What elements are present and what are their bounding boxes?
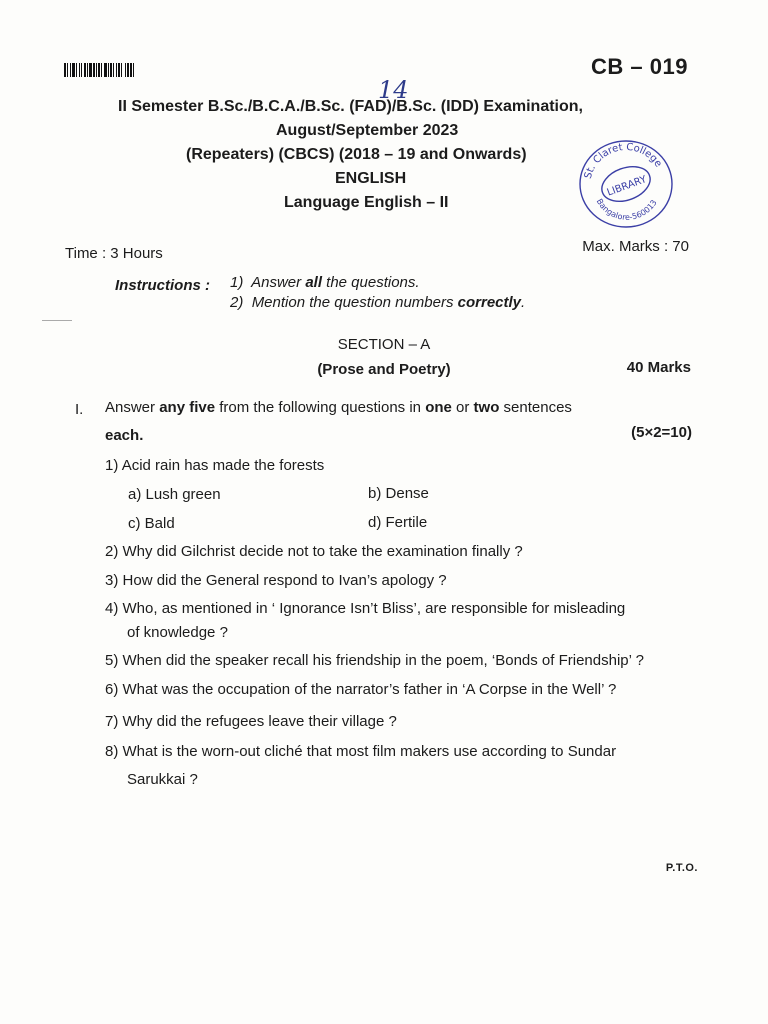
exam-paper: Language English – II <box>284 194 449 211</box>
svg-text:LIBRARY: LIBRARY <box>605 174 649 199</box>
margin-mark <box>42 320 72 321</box>
section-marks: 40 Marks <box>626 359 691 376</box>
sub-question-4: 4) Who, as mentioned in ‘ Ignorance Isn’t Bliss’, are responsible for misleading <box>105 600 626 617</box>
svg-text:Bangalore-560013: Bangalore-560013 <box>594 197 659 222</box>
option-b: b) Dense <box>368 485 429 502</box>
instruction-2: 2) Mention the question numbers correctly. <box>230 294 526 311</box>
sub-question-2: 2) Why did Gilchrist decide not to take the examination finally ? <box>105 543 523 560</box>
svg-text:St. Claret College: St. Claret College <box>582 141 664 181</box>
sub-question-7: 7) Why did the refugees leave their village ? <box>105 713 397 730</box>
sub-question-3: 3) How did the General respond to Ivan’s apology ? <box>105 572 447 589</box>
library-stamp <box>568 134 684 234</box>
option-a: a) Lush green <box>128 486 221 503</box>
section-title: SECTION – A <box>337 336 431 353</box>
sub-question-1: 1) Acid rain has made the forests <box>105 457 325 474</box>
question-text: Answer any five from the following questions in one or two sentences <box>105 399 572 416</box>
max-marks: Max. Marks : 70 <box>582 238 689 255</box>
time-duration: Time : 3 Hours <box>65 245 163 262</box>
option-d: d) Fertile <box>368 514 428 531</box>
option-c: c) Bald <box>128 515 175 532</box>
exam-code: CB – 019 <box>591 54 688 79</box>
handwritten-mark: 14 <box>378 76 409 104</box>
exam-title-line-3: (Repeaters) (CBCS) (2018 – 19 and Onwards) <box>186 146 527 163</box>
instructions-label: Instructions : <box>115 277 211 294</box>
sub-question-5: 5) When did the speaker recall his friendship in the poem, ‘Bonds of Friendship’ ? <box>105 652 644 669</box>
sub-question-8-cont: Sarukkai ? <box>127 771 198 788</box>
question-text-line-2: each. <box>105 427 144 444</box>
exam-title-line-1: II Semester B.Sc./B.C.A./B.Sc. (FAD)/B.Sc. (IDD) Examination, <box>118 98 583 115</box>
instruction-1: 1) Answer all the questions. <box>230 274 420 291</box>
barcode <box>64 63 164 77</box>
section-subtitle: (Prose and Poetry) <box>317 361 451 378</box>
sub-question-6: 6) What was the occupation of the narrator’s father in ‘A Corpse in the Well’ ? <box>105 681 617 698</box>
question-number: I. <box>75 401 84 418</box>
question-marks: (5×2=10) <box>631 424 692 441</box>
sub-question-8: 8) What is the worn-out cliché that most film makers use according to Sundar <box>105 743 617 760</box>
sub-question-4-cont: of knowledge ? <box>127 624 228 641</box>
exam-title-line-2: August/September 2023 <box>276 122 459 139</box>
exam-subject: ENGLISH <box>335 170 407 187</box>
pto-label: P.T.O. <box>665 862 698 874</box>
